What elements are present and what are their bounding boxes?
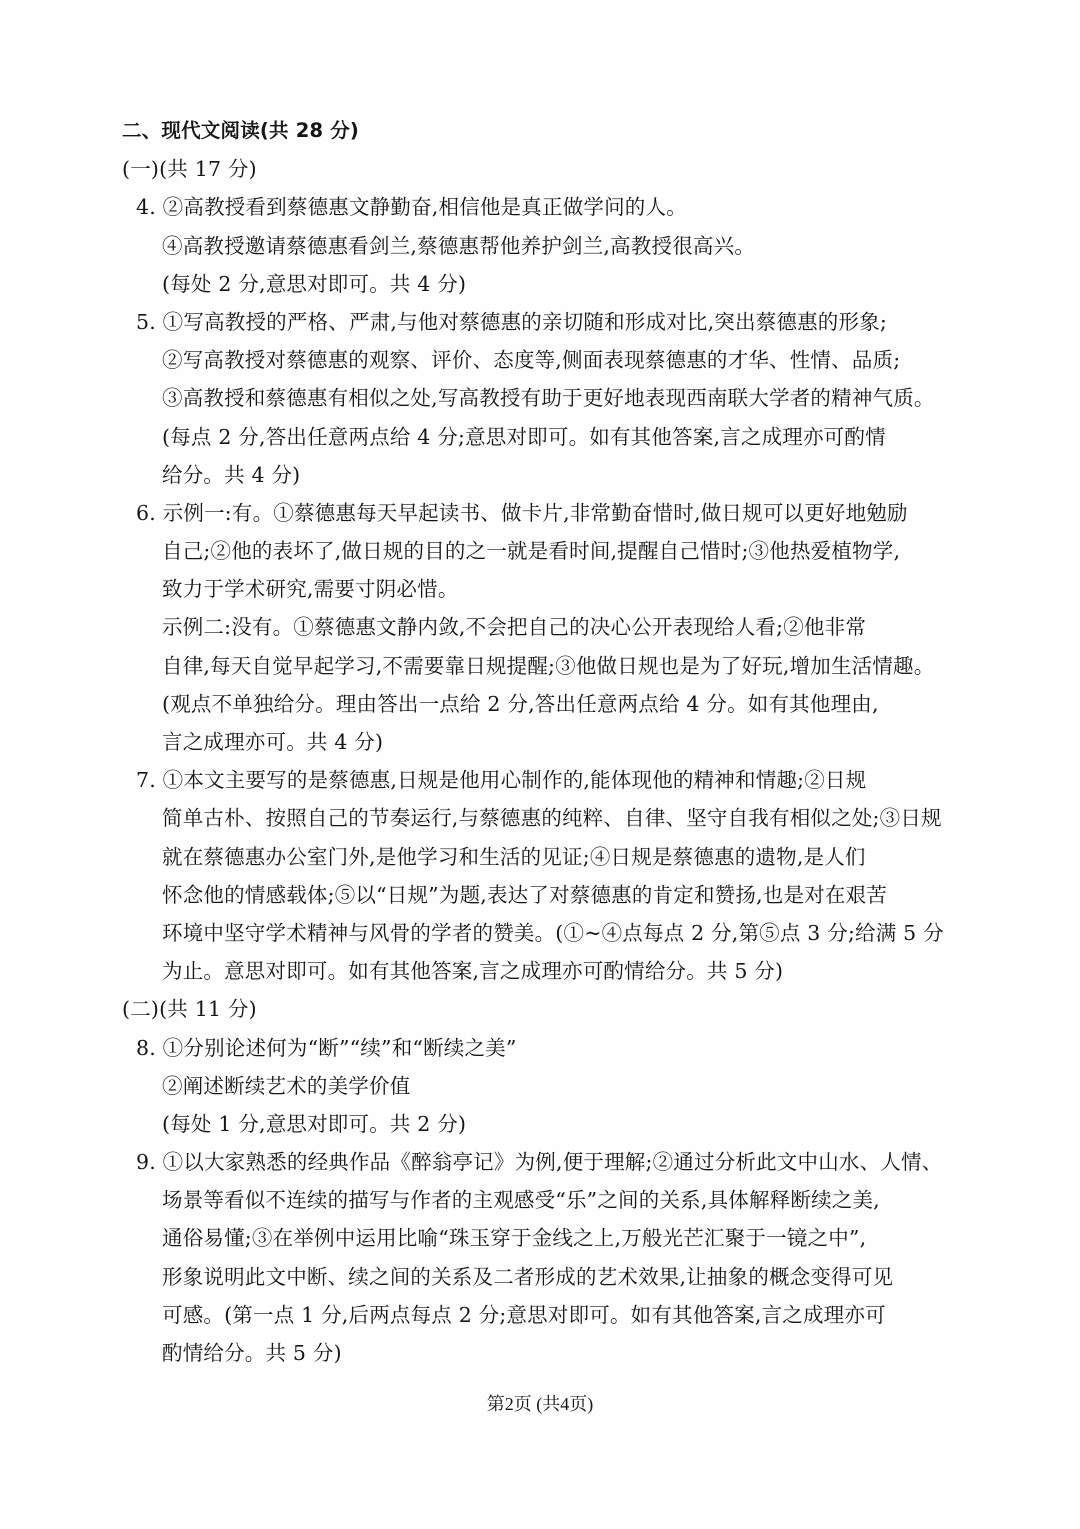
part2-title: (二)(共 11 分) <box>122 997 257 1022</box>
q6-scoring-note: 言之成理亦可。共 4 分) <box>162 730 384 754</box>
q8-scoring-note: (每处 1 分,意思对即可。共 2 分) <box>162 1111 467 1136</box>
question-7 <box>122 761 952 990</box>
q9-scoring-note: 可感。(第一点 1 分,后两点每点 2 分;意思对即可。如有其他答案,言之成理亦可 <box>162 1302 886 1327</box>
q7-line: 怀念他的情感载体;⑤以“日规”为题,表达了对蔡德惠的肯定和赞扬,也是对在艰苦 <box>162 882 887 907</box>
q6-line: 自律,每天自觉早起学习,不需要靠日规提醒;③他做日规也是为了好玩,增加生活情趣。 <box>162 653 935 678</box>
question-9 <box>122 1143 952 1372</box>
q9-scoring-note: 酌情给分。共 5 分) <box>162 1341 342 1365</box>
q9-line: 通俗易懂;③在举例中运用比喻“珠玉穿于金线之上,万般光芒汇聚于一镜之中”, <box>162 1226 867 1251</box>
part1-title: (一)(共 17 分) <box>122 157 257 182</box>
q7-line: 环境中坚守学术精神与风骨的学者的赞美。(①~④点每点 2 分,第⑤点 3 分;给满 5 分 <box>162 920 944 945</box>
q6-line: 致力于学术研究,需要寸阴必惜。 <box>162 577 459 602</box>
q6-line: 6. 示例一:有。①蔡德惠每天早起读书、做卡片,非常勤奋惜时,做日规可以更好地勉励 <box>136 500 908 525</box>
question-5 <box>122 303 952 494</box>
question-6 <box>122 494 952 761</box>
answer-content <box>122 112 952 1372</box>
section-title: 二、现代文阅读(共 28 分) <box>122 119 360 142</box>
q8-line: ②阐述断续艺术的美学价值 <box>162 1073 411 1098</box>
q5-line: ③高教授和蔡德惠有相似之处,写高教授有助于更好地表现西南联大学者的精神气质。 <box>162 386 935 411</box>
q8-line: 8. ①分别论述何为“断”“续”和“断续之美” <box>136 1035 517 1060</box>
q6-line: 自己;②他的表坏了,做日规的目的之一就是看时间,提醒自己惜时;③他热爱植物学, <box>162 539 901 564</box>
q7-scoring-note: 为止。意思对即可。如有其他答案,言之成理亦可酌情给分。共 5 分) <box>162 959 784 984</box>
q5-scoring-note: 给分。共 4 分) <box>162 462 301 487</box>
q6-scoring-note: (观点不单独给分。理由答出一点给 2 分,答出任意两点给 4 分。如有其他理由, <box>162 691 879 716</box>
q4-line: 4. ②高教授看到蔡德惠文静勤奋,相信他是真正做学问的人。 <box>136 195 687 220</box>
question-8 <box>122 1029 952 1144</box>
q5-line: ②写高教授对蔡德惠的观察、评价、态度等,侧面表现蔡德惠的才华、性情、品质; <box>162 348 901 373</box>
q9-line: 形象说明此文中断、续之间的关系及二者形成的艺术效果,让抽象的概念变得可见 <box>162 1264 894 1289</box>
q4-line: ④高教授邀请蔡德惠看剑兰,蔡德惠帮他养护剑兰,高教授很高兴。 <box>162 233 756 258</box>
q4-scoring-note: (每处 2 分,意思对即可。共 4 分) <box>162 271 467 296</box>
question-4 <box>122 188 952 303</box>
q9-line: 场景等看似不连续的描写与作者的主观感受“乐”之间的关系,具体解释断续之美, <box>162 1188 880 1213</box>
page-number-footer: 第2页 (共4页) <box>486 1394 594 1414</box>
q5-scoring-note: (每点 2 分,答出任意两点给 4 分;意思对即可。如有其他答案,言之成理亦可酌情 <box>162 424 886 449</box>
q6-line: 示例二:没有。①蔡德惠文静内敛,不会把自己的决心公开表现给人看;②他非常 <box>162 615 867 640</box>
q9-line: 9. ①以大家熟悉的经典作品《醉翁亭记》为例,便于理解;②通过分析此文中山水、人情、 <box>136 1150 943 1175</box>
q5-line: 5. ①写高教授的严格、严肃,与他对蔡德惠的亲切随和形成对比,突出蔡德惠的形象; <box>136 309 888 334</box>
q7-line: 简单古朴、按照自己的节奏运行,与蔡德惠的纯粹、自律、坚守自我有相似之处;③日规 <box>162 806 942 831</box>
q7-line: 就在蔡德惠办公室门外,是他学习和生活的见证;④日规是蔡德惠的遗物,是人们 <box>162 844 866 869</box>
q7-line: 7. ①本文主要写的是蔡德惠,日规是他用心制作的,能体现他的精神和情趣;②日规 <box>136 768 867 793</box>
